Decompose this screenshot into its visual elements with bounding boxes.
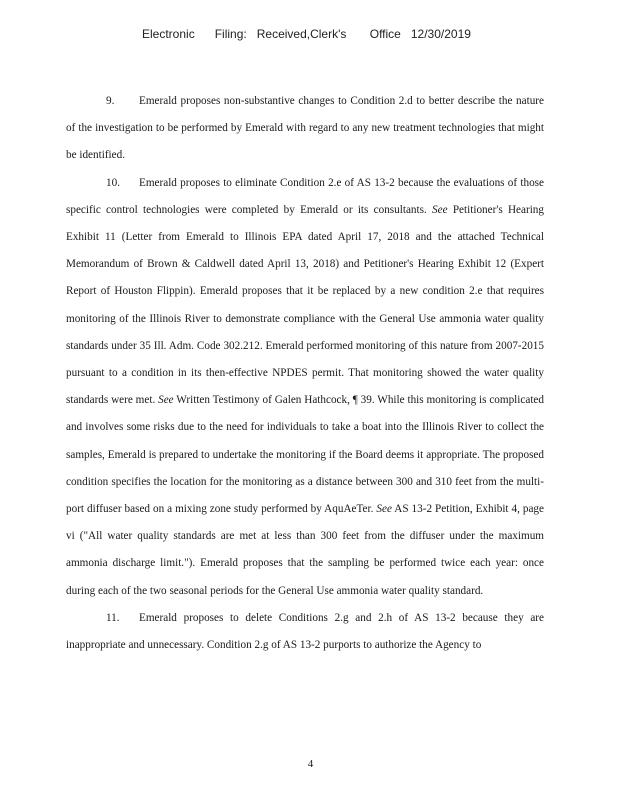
paragraph-number: 9.	[106, 95, 115, 107]
paragraph-number: 11.	[106, 611, 120, 624]
citation-signal: See	[158, 394, 174, 407]
electronic-filing-stamp	[142, 27, 471, 41]
paragraph-text: Emerald proposes to delete Conditions 2.g and 2.h of AS 13-2 because they are inappropriate and unnecessary. Condition 2.g of AS 13-2 purports to authorize the Agency to	[66, 611, 544, 652]
paragraph-text: Written Testimony of Galen Hathcock, ¶ 39. While this monitoring is complicated and involves some risks due to the need for individuals to take a boat into the Illinois River to collect the samples, Emerald is prepared to undertake the monitoring if the Board deems it appropriate. The proposed condition specifies the location for the monitoring as a distance between 300 and 310 feet from the multi-port diffuser based on a mixing zone study performed by AquAeTer.	[66, 394, 544, 516]
paragraph-9	[66, 88, 544, 170]
paragraph-10	[66, 170, 544, 605]
stamp-electronic: Electronic	[142, 27, 195, 41]
paragraph-number: 10.	[106, 176, 120, 189]
paragraph-text: Petitioner's Hearing Exhibit 11 (Letter from Emerald to Illinois EPA dated April 17, 2018 and the attached Technical Memorandum of Brown & Caldwell dated April 13, 2018) and Petitioner's Hearing Exhibit 12 (Expert Report of Houston Flippin). Emerald proposes that it be replaced by a new condition 2.e that requires monitoring of the Illinois River to demonstrate compliance with the General Use ammonia water quality standards under 35 Ill. Adm. Code 302.212. Emerald performed monitoring of this nature from 2007-2015 pursuant to a condition in its then-effective NPDES permit. That monitoring showed the water quality standards were met.	[66, 203, 544, 407]
stamp-filing: Filing:	[214, 27, 247, 41]
citation-signal: See	[376, 503, 392, 516]
stamp-date: 12/30/2019	[410, 27, 471, 41]
paragraph-text: Emerald proposes non-substantive changes to Condition 2.d to better describe the nature of the investigation to be performed by Emerald with regard to any new treatment technologies that might be identified.	[66, 95, 544, 162]
page-number: 4	[307, 758, 314, 770]
document-body	[66, 88, 544, 659]
stamp-received: Received,Clerk's	[256, 27, 347, 41]
paragraph-11	[66, 605, 544, 659]
stamp-office: Office	[369, 27, 401, 41]
paragraph-text: Emerald proposes to eliminate Condition 2.e of AS 13-2 because the evaluations of those specific control technologies were completed by Emerald or its consultants.	[66, 176, 544, 216]
paragraph-text: AS 13-2 Petition, Exhibit 4, page vi ("All water quality standards are met at less than 300 feet from the diffuser under the maximum ammonia discharge limit."). Emerald proposes that the sampling be performed twice each year: once during each of the two seasonal periods for the General Use ammonia water quality standard.	[66, 503, 544, 597]
citation-signal: See	[432, 203, 448, 216]
